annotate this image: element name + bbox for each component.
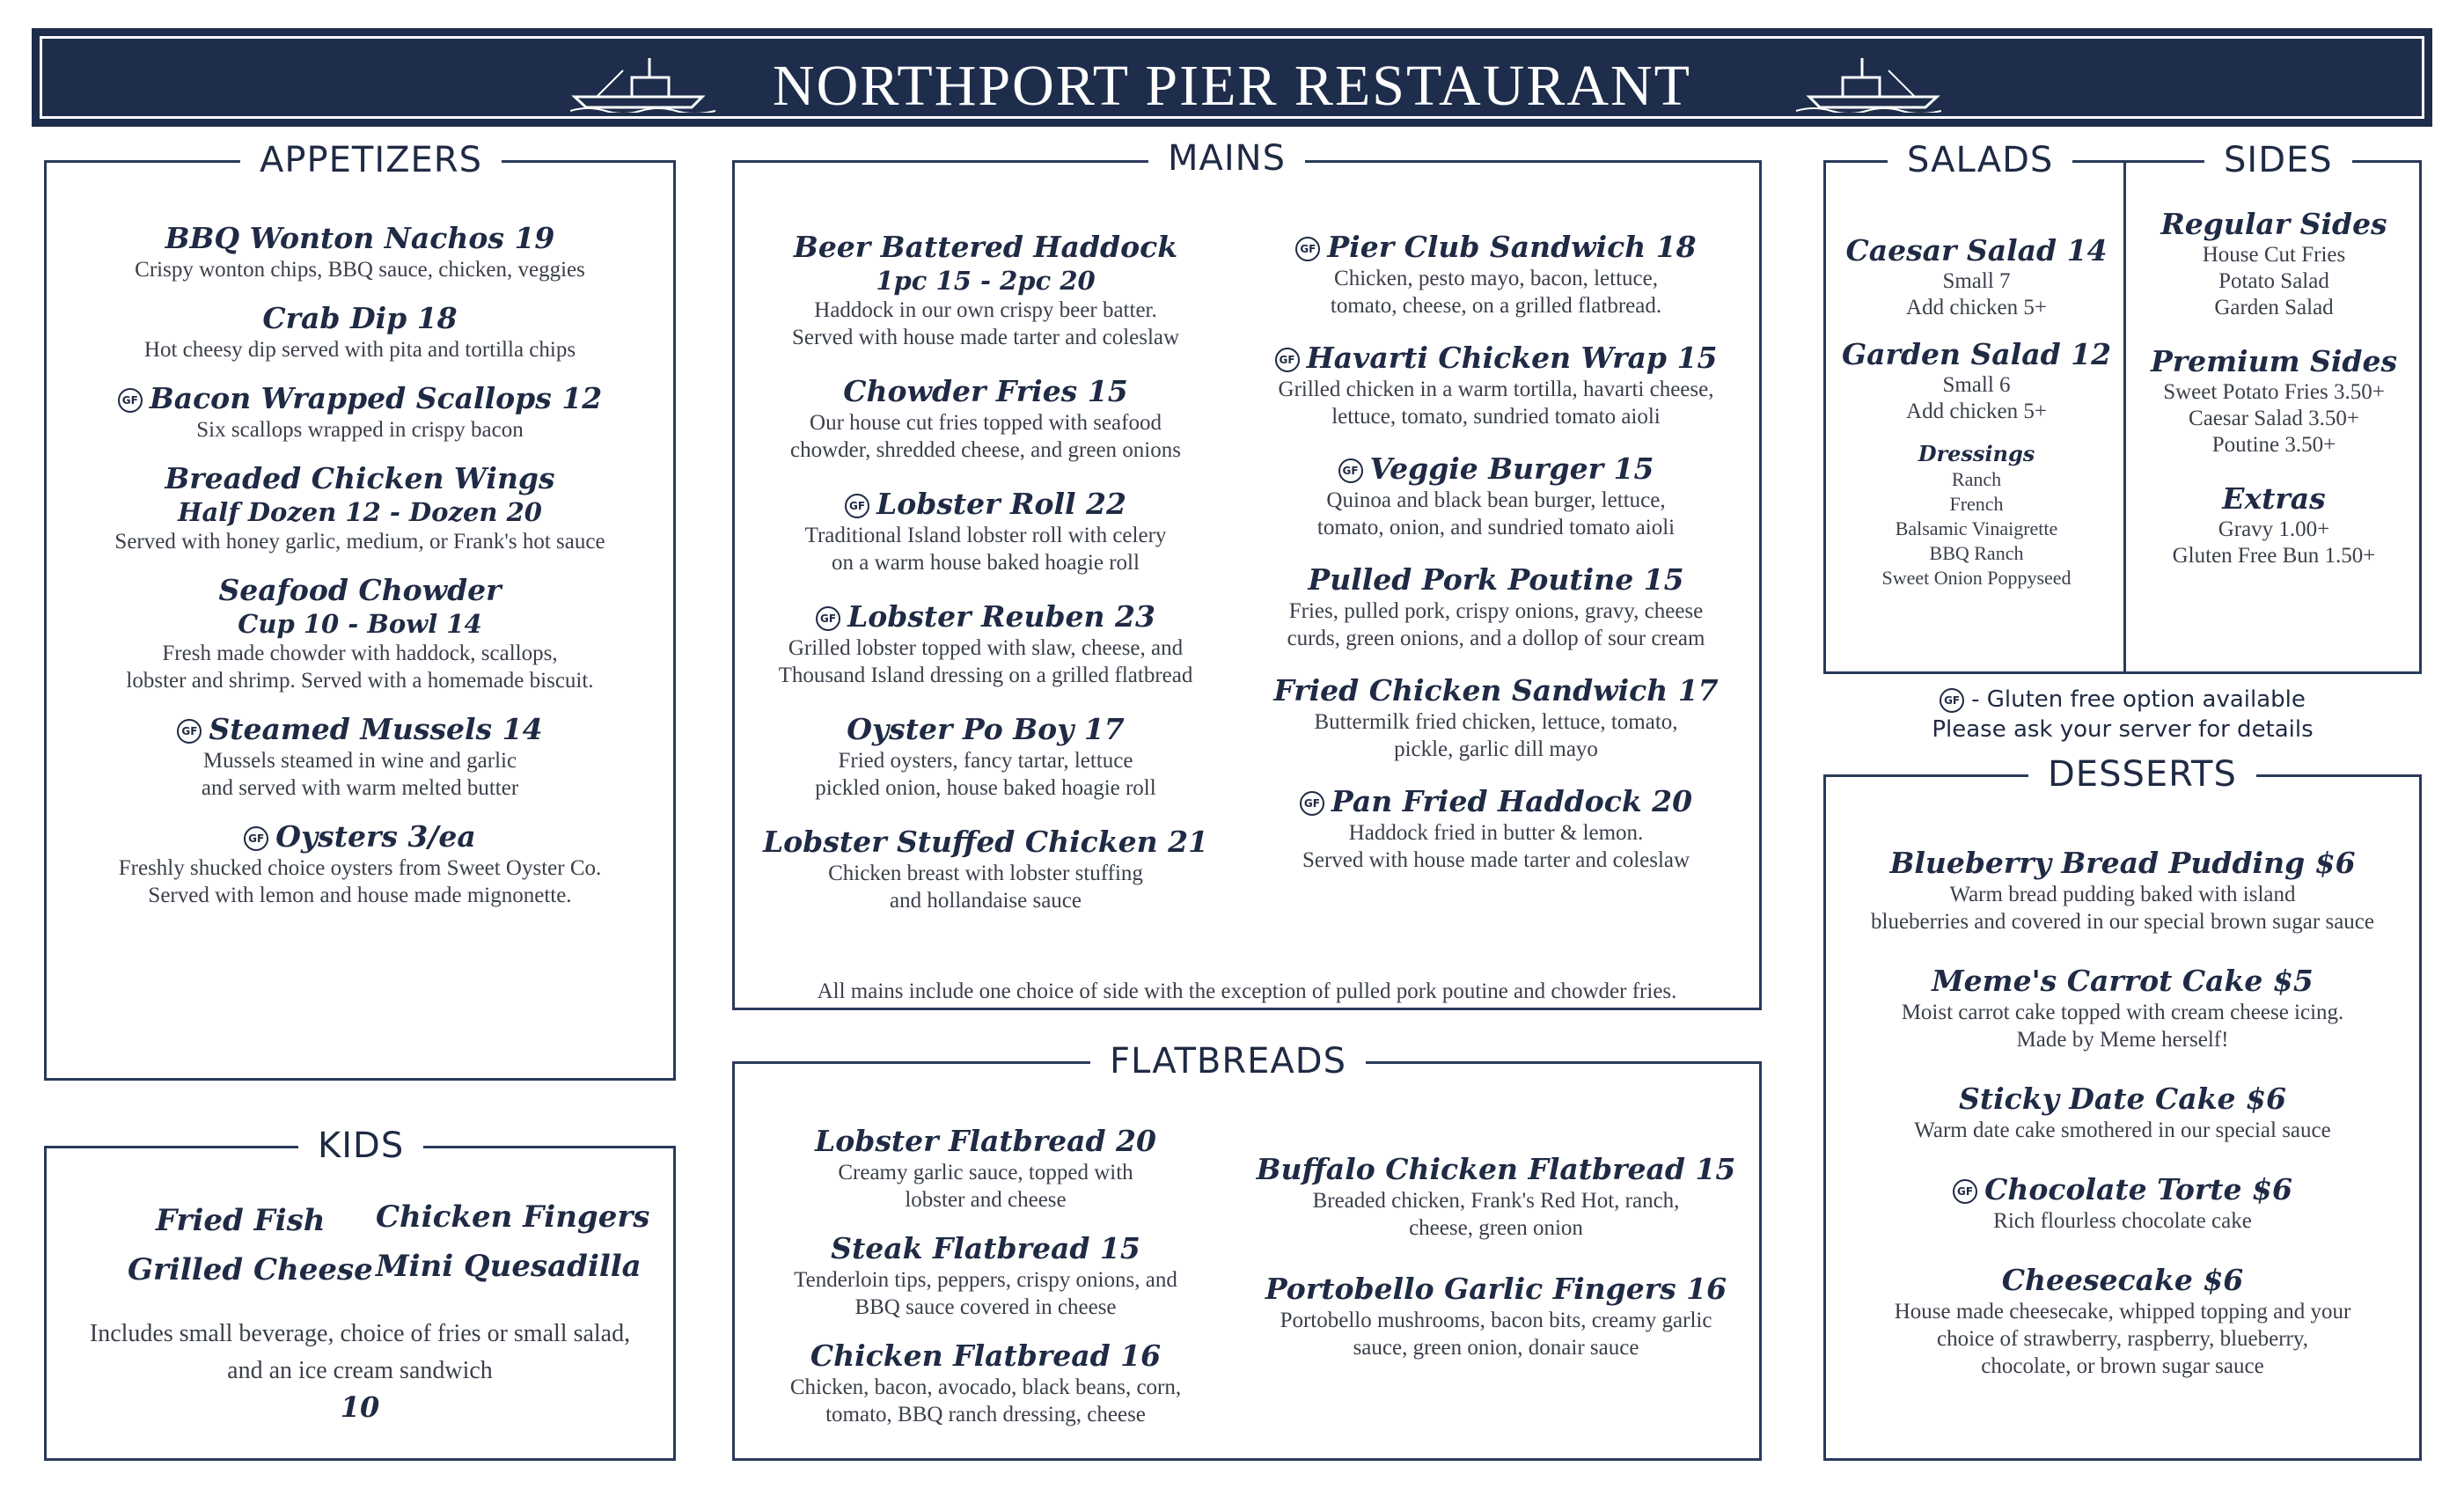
item-name-text: Lobster Reuben 23 — [847, 599, 1155, 634]
gluten-free-icon: GF — [1295, 237, 1320, 261]
item-description: Warm date cake smothered in our special sauce — [1914, 1118, 2331, 1142]
item-name — [752, 230, 1219, 265]
item-description: and served with warm melted butter — [201, 776, 519, 800]
item-description: Creamy garlic sauce, topped with — [838, 1161, 1133, 1184]
dressing-option: Ranch — [1951, 468, 2002, 490]
item-name-text: Chocolate Torte $6 — [1984, 1172, 2292, 1206]
item-description: and hollandaise sauce — [890, 889, 1082, 913]
item-description: Chicken, bacon, avocado, black beans, corn, — [789, 1375, 1182, 1399]
desserts-title: DESSERTS — [2028, 752, 2256, 796]
side-option: Potato Salad — [2218, 269, 2329, 293]
item-name-text: Breaded Chicken Wings — [165, 461, 555, 495]
item-name-text: Buffalo Chicken Flatbread 15 — [1256, 1152, 1736, 1186]
flatbreads-section — [732, 1041, 1762, 1461]
item-description: Grilled chicken in a warm tortilla, havarti cheese, — [1278, 378, 1714, 401]
item-name-text: Fried Chicken Sandwich 17 — [1273, 673, 1719, 708]
item-name-text: Pier Club Sandwich 18 — [1327, 230, 1697, 264]
item-price-options: 1pc 15 - 2pc 20 — [876, 266, 1096, 296]
flatbreads-title: FLATBREADS — [1090, 1039, 1366, 1083]
item-name-text: Portobello Garlic Fingers 16 — [1265, 1272, 1727, 1306]
mains-left-list — [752, 230, 1219, 937]
item-name — [55, 221, 664, 256]
menu-item — [752, 1338, 1219, 1428]
item-description: Breaded chicken, Frank's Red Hot, ranch, — [1312, 1189, 1680, 1213]
item-name-text: Oyster Po Boy 17 — [847, 712, 1125, 746]
item-description: Hot cheesy dip served with pita and tortilla chips — [143, 338, 576, 362]
sides-group — [2129, 207, 2419, 321]
menu-item — [1245, 230, 1747, 319]
dressings-title: Dressings — [1918, 441, 2035, 466]
item-description: Buttermilk fried chicken, lettuce, tomato, — [1314, 710, 1678, 734]
kids-item: Mini Quesadilla — [376, 1249, 642, 1284]
item-description: tomato, BBQ ranch dressing, cheese — [825, 1403, 1146, 1426]
item-description: lobster and shrimp. Served with a homemade biscuit. — [126, 669, 594, 693]
item-name-text: Beer Battered Haddock — [793, 230, 1178, 264]
item-description: Chicken breast with lobster stuffing — [828, 862, 1143, 885]
item-description: tomato, cheese, on a grilled flatbread. — [1330, 294, 1662, 318]
gluten-free-icon: GF — [1275, 348, 1300, 372]
side-option: Gravy 1.00+ — [2218, 517, 2330, 541]
menu-item — [55, 381, 664, 444]
item-description: Fresh made chowder with haddock, scallops, — [162, 642, 558, 665]
item-name — [55, 819, 664, 854]
item-name-text: Lobster Flatbread 20 — [815, 1124, 1156, 1158]
gluten-free-icon: GF — [1953, 1179, 1977, 1204]
gluten-free-note: GF - Gluten free option available Please ask your server for details — [1932, 686, 2314, 743]
item-description: pickled onion, house baked hoagie roll — [815, 776, 1156, 800]
item-description: chowder, shredded cheese, and green onions — [790, 438, 1181, 462]
item-name-text: Steamed Mussels 14 — [209, 712, 543, 746]
item-name-text: Steak Flatbread 15 — [831, 1231, 1140, 1265]
item-description: Served with house made tarter and coleslaw — [791, 326, 1180, 349]
desserts-list — [1835, 846, 2410, 1408]
item-name-text: Chicken Flatbread 16 — [810, 1338, 1162, 1373]
item-description: cheese, green onion — [1409, 1216, 1583, 1240]
item-name — [1245, 562, 1747, 598]
gluten-free-icon: GF — [816, 606, 840, 631]
header-border — [40, 36, 2424, 119]
item-name — [1245, 341, 1747, 376]
side-option: Garden Salad — [2214, 296, 2334, 319]
menu-item — [1835, 1082, 2410, 1144]
item-name — [1245, 784, 1747, 819]
item-description: Traditional Island lobster roll with celery — [804, 524, 1167, 547]
gluten-free-icon: GF — [1300, 791, 1324, 816]
side-option: House Cut Fries — [2202, 243, 2346, 267]
menu-item — [55, 712, 664, 802]
menu-item — [752, 1124, 1219, 1214]
kids-item: Fried Fish — [156, 1203, 326, 1238]
item-name — [1835, 1172, 2410, 1207]
item-price-options: Cup 10 - Bowl 14 — [238, 609, 482, 639]
mains-section — [732, 138, 1762, 1010]
side-option: Gluten Free Bun 1.50+ — [2172, 544, 2376, 568]
item-name-text: Crab Dip 18 — [262, 301, 458, 335]
dressing-option: Balsamic Vinaigrette — [1895, 517, 2058, 539]
item-name — [1835, 1082, 2410, 1117]
item-name — [55, 712, 664, 747]
item-description: Six scallops wrapped in crispy bacon — [196, 418, 524, 442]
item-description: Thousand Island dressing on a grilled flatbread — [778, 664, 1193, 687]
gluten-free-icon: GF — [845, 494, 869, 518]
item-name-text: Lobster Stuffed Chicken 21 — [762, 825, 1209, 859]
item-description: Portobello mushrooms, bacon bits, creamy garlic — [1280, 1309, 1712, 1332]
item-description: Fries, pulled pork, crispy onions, gravy, cheese — [1288, 599, 1704, 623]
item-name — [752, 712, 1219, 747]
menu-item — [1245, 673, 1747, 763]
menu-item — [752, 825, 1219, 914]
item-name-text: Havarti Chicken Wrap 15 — [1306, 341, 1718, 375]
item-description: Made by Meme herself! — [2016, 1028, 2229, 1052]
sides-group-name: Premium Sides — [2150, 344, 2398, 378]
item-description: Quinoa and black bean burger, lettuce, — [1326, 488, 1666, 512]
appetizers-list — [55, 221, 664, 927]
item-name-text: Pulled Pork Poutine 15 — [1308, 562, 1684, 597]
menu-item — [55, 573, 664, 694]
item-description: Served with lemon and house made mignonette. — [148, 884, 572, 907]
menu-item — [1835, 846, 2410, 935]
item-name-text: Oysters 3/ea — [275, 819, 476, 854]
salads-sides-section — [1823, 140, 2422, 674]
kids-item: Grilled Cheese — [128, 1252, 373, 1287]
item-description: Haddock fried in butter & lemon. — [1348, 821, 1644, 845]
item-name — [55, 381, 664, 416]
salads-list — [1831, 233, 2122, 590]
item-description: Chicken, pesto mayo, bacon, lettuce, — [1334, 267, 1658, 290]
item-description: curds, green onions, and a dollop of sour cream — [1287, 627, 1705, 650]
menu-item — [1835, 964, 2410, 1053]
item-name — [752, 1124, 1219, 1159]
item-description: pickle, garlic dill mayo — [1394, 737, 1598, 761]
gluten-free-icon: GF — [1940, 688, 1964, 713]
menu-item — [1245, 1152, 1747, 1242]
appetizers-title: APPETIZERS — [240, 138, 502, 182]
menu-item — [752, 487, 1219, 576]
salad-item — [1831, 337, 2122, 425]
item-description: Haddock in our own crispy beer batter. — [814, 298, 1157, 322]
sides-list — [2129, 207, 2419, 592]
item-description: BBQ sauce covered in cheese — [854, 1295, 1117, 1319]
menu-item — [1245, 341, 1747, 430]
item-description: Rich flourless chocolate cake — [1993, 1209, 2252, 1233]
item-name-text: Seafood Chowder — [218, 573, 502, 607]
mains-footnote: All mains include one choice of side with the exception of pulled pork poutine and chowder fries. — [817, 979, 1677, 1003]
salad-name: Caesar Salad 14 — [1845, 233, 2108, 268]
desserts-section — [1823, 754, 2422, 1461]
flatbreads-left-list — [752, 1124, 1219, 1446]
menu-item — [1245, 562, 1747, 652]
menu-item — [752, 230, 1219, 351]
sides-group — [2129, 481, 2419, 569]
item-description: tomato, onion, and sundried tomato aioli — [1316, 516, 1676, 539]
item-name — [1835, 1263, 2410, 1298]
item-name-text: BBQ Wonton Nachos 19 — [165, 221, 555, 255]
item-name-text: Blueberry Bread Pudding $6 — [1889, 846, 2356, 880]
side-option: Sweet Potato Fries 3.50+ — [2163, 380, 2385, 404]
dressing-option: French — [1949, 493, 2004, 515]
item-name-text: Sticky Date Cake $6 — [1959, 1082, 2286, 1116]
item-description: House made cheesecake, whipped topping and your — [1894, 1300, 2351, 1324]
item-description: Served with honey garlic, medium, or Frank's hot sauce — [114, 530, 605, 554]
kids-price: 10 — [340, 1390, 380, 1424]
item-name-text: Veggie Burger 15 — [1369, 451, 1654, 486]
sides-group — [2129, 344, 2419, 458]
item-name — [752, 1231, 1219, 1266]
item-name — [1245, 451, 1747, 487]
item-name — [55, 461, 664, 496]
menu-item — [55, 221, 664, 283]
menu-item — [752, 1231, 1219, 1321]
kids-title: KIDS — [298, 1124, 423, 1168]
restaurant-title: NORTHPORT PIER RESTAURANT — [773, 54, 1691, 118]
item-name-text: Lobster Roll 22 — [876, 487, 1126, 521]
sides-group-name: Extras — [2222, 481, 2326, 516]
item-name — [1245, 673, 1747, 708]
item-name — [1835, 846, 2410, 881]
item-name — [1245, 230, 1747, 265]
item-name — [55, 301, 664, 336]
kids-item: Chicken Fingers — [376, 1199, 650, 1235]
gluten-free-icon: GF — [177, 719, 202, 744]
item-description: Warm bread pudding baked with island — [1949, 883, 2296, 906]
menu-item — [1245, 784, 1747, 874]
item-description: Served with house made tarter and coleslaw — [1302, 848, 1690, 872]
item-name — [752, 599, 1219, 634]
item-name — [1245, 1272, 1747, 1307]
salad-item — [1831, 233, 2122, 321]
salad-option: Small 6 — [1942, 373, 2011, 397]
item-description: Our house cut fries topped with seafood — [810, 411, 1162, 435]
menu-item — [752, 712, 1219, 802]
menu-item — [1245, 451, 1747, 541]
boat-icon — [1792, 55, 1941, 113]
item-description: on a warm house baked hoagie roll — [832, 551, 1140, 575]
menu-item — [55, 461, 664, 555]
side-option: Poutine 3.50+ — [2211, 433, 2336, 457]
salad-option: Small 7 — [1942, 269, 2011, 293]
sides-group-name: Regular Sides — [2160, 207, 2387, 241]
item-price-options: Half Dozen 12 - Dozen 20 — [178, 497, 542, 527]
item-description: Grilled lobster topped with slaw, cheese, and — [788, 636, 1184, 660]
item-description: Moist carrot cake topped with cream cheese icing. — [1901, 1001, 2344, 1024]
item-name-text: Bacon Wrapped Scallops 12 — [149, 381, 603, 415]
item-name-text: Pan Fried Haddock 20 — [1331, 784, 1693, 818]
item-name — [55, 573, 664, 608]
dressing-option: BBQ Ranch — [1929, 542, 2024, 564]
item-name-text: Cheesecake $6 — [2001, 1263, 2244, 1297]
item-name — [752, 1338, 1219, 1374]
mains-title: MAINS — [1148, 136, 1305, 180]
dressing-option: Sweet Onion Poppyseed — [1881, 567, 2072, 589]
kids-note: Includes small beverage, choice of fries or small salad, and an ice cream sandwich 10 — [55, 1316, 664, 1425]
flatbreads-right-list — [1245, 1152, 1747, 1391]
gluten-free-icon: GF — [1338, 458, 1363, 483]
item-description: chocolate, or brown sugar sauce — [1981, 1354, 2264, 1378]
menu-item — [752, 599, 1219, 689]
mains-right-list — [1245, 230, 1747, 895]
item-description: Tenderloin tips, peppers, crispy onions, and — [794, 1268, 1177, 1292]
item-description: choice of strawberry, raspberry, blueberry, — [1936, 1327, 2309, 1351]
menu-item — [1835, 1263, 2410, 1380]
menu-item — [752, 374, 1219, 464]
item-description: blueberries and covered in our special brown sugar sauce — [1871, 910, 2374, 934]
sides-title: SIDES — [2204, 138, 2352, 182]
menu-header — [32, 28, 2432, 127]
kids-section — [44, 1126, 676, 1461]
menu-item — [55, 301, 664, 363]
gluten-free-icon: GF — [244, 826, 268, 851]
item-name — [752, 374, 1219, 409]
gluten-free-icon: GF — [118, 388, 143, 413]
menu-item — [55, 819, 664, 909]
appetizers-section — [44, 140, 676, 1081]
item-name-text: Chowder Fries 15 — [843, 374, 1128, 408]
item-description: Mussels steamed in wine and garlic — [202, 749, 517, 773]
salads-sides-divider — [2123, 163, 2126, 671]
item-name — [1835, 964, 2410, 999]
salad-option: Add chicken 5+ — [1906, 296, 2047, 319]
menu-item — [1245, 1272, 1747, 1361]
item-name — [752, 825, 1219, 860]
item-description: Freshly shucked choice oysters from Sweet Oyster Co. — [118, 856, 602, 880]
salads-title: SALADS — [1888, 138, 2072, 182]
item-description: sauce, green onion, donair sauce — [1353, 1336, 1639, 1360]
item-name-text: Meme's Carrot Cake $5 — [1932, 964, 2314, 998]
side-option: Caesar Salad 3.50+ — [2189, 407, 2359, 430]
menu-item — [1835, 1172, 2410, 1235]
item-name — [752, 487, 1219, 522]
salad-option: Add chicken 5+ — [1906, 400, 2047, 423]
salad-name: Garden Salad 12 — [1841, 337, 2112, 371]
item-description: lobster and cheese — [905, 1188, 1067, 1212]
item-description: lettuce, tomato, sundried tomato aioli — [1331, 405, 1661, 429]
item-name — [1245, 1152, 1747, 1187]
item-description: Fried oysters, fancy tartar, lettuce — [838, 749, 1133, 773]
item-description: Crispy wonton chips, BBQ sauce, chicken, veggies — [135, 258, 585, 282]
